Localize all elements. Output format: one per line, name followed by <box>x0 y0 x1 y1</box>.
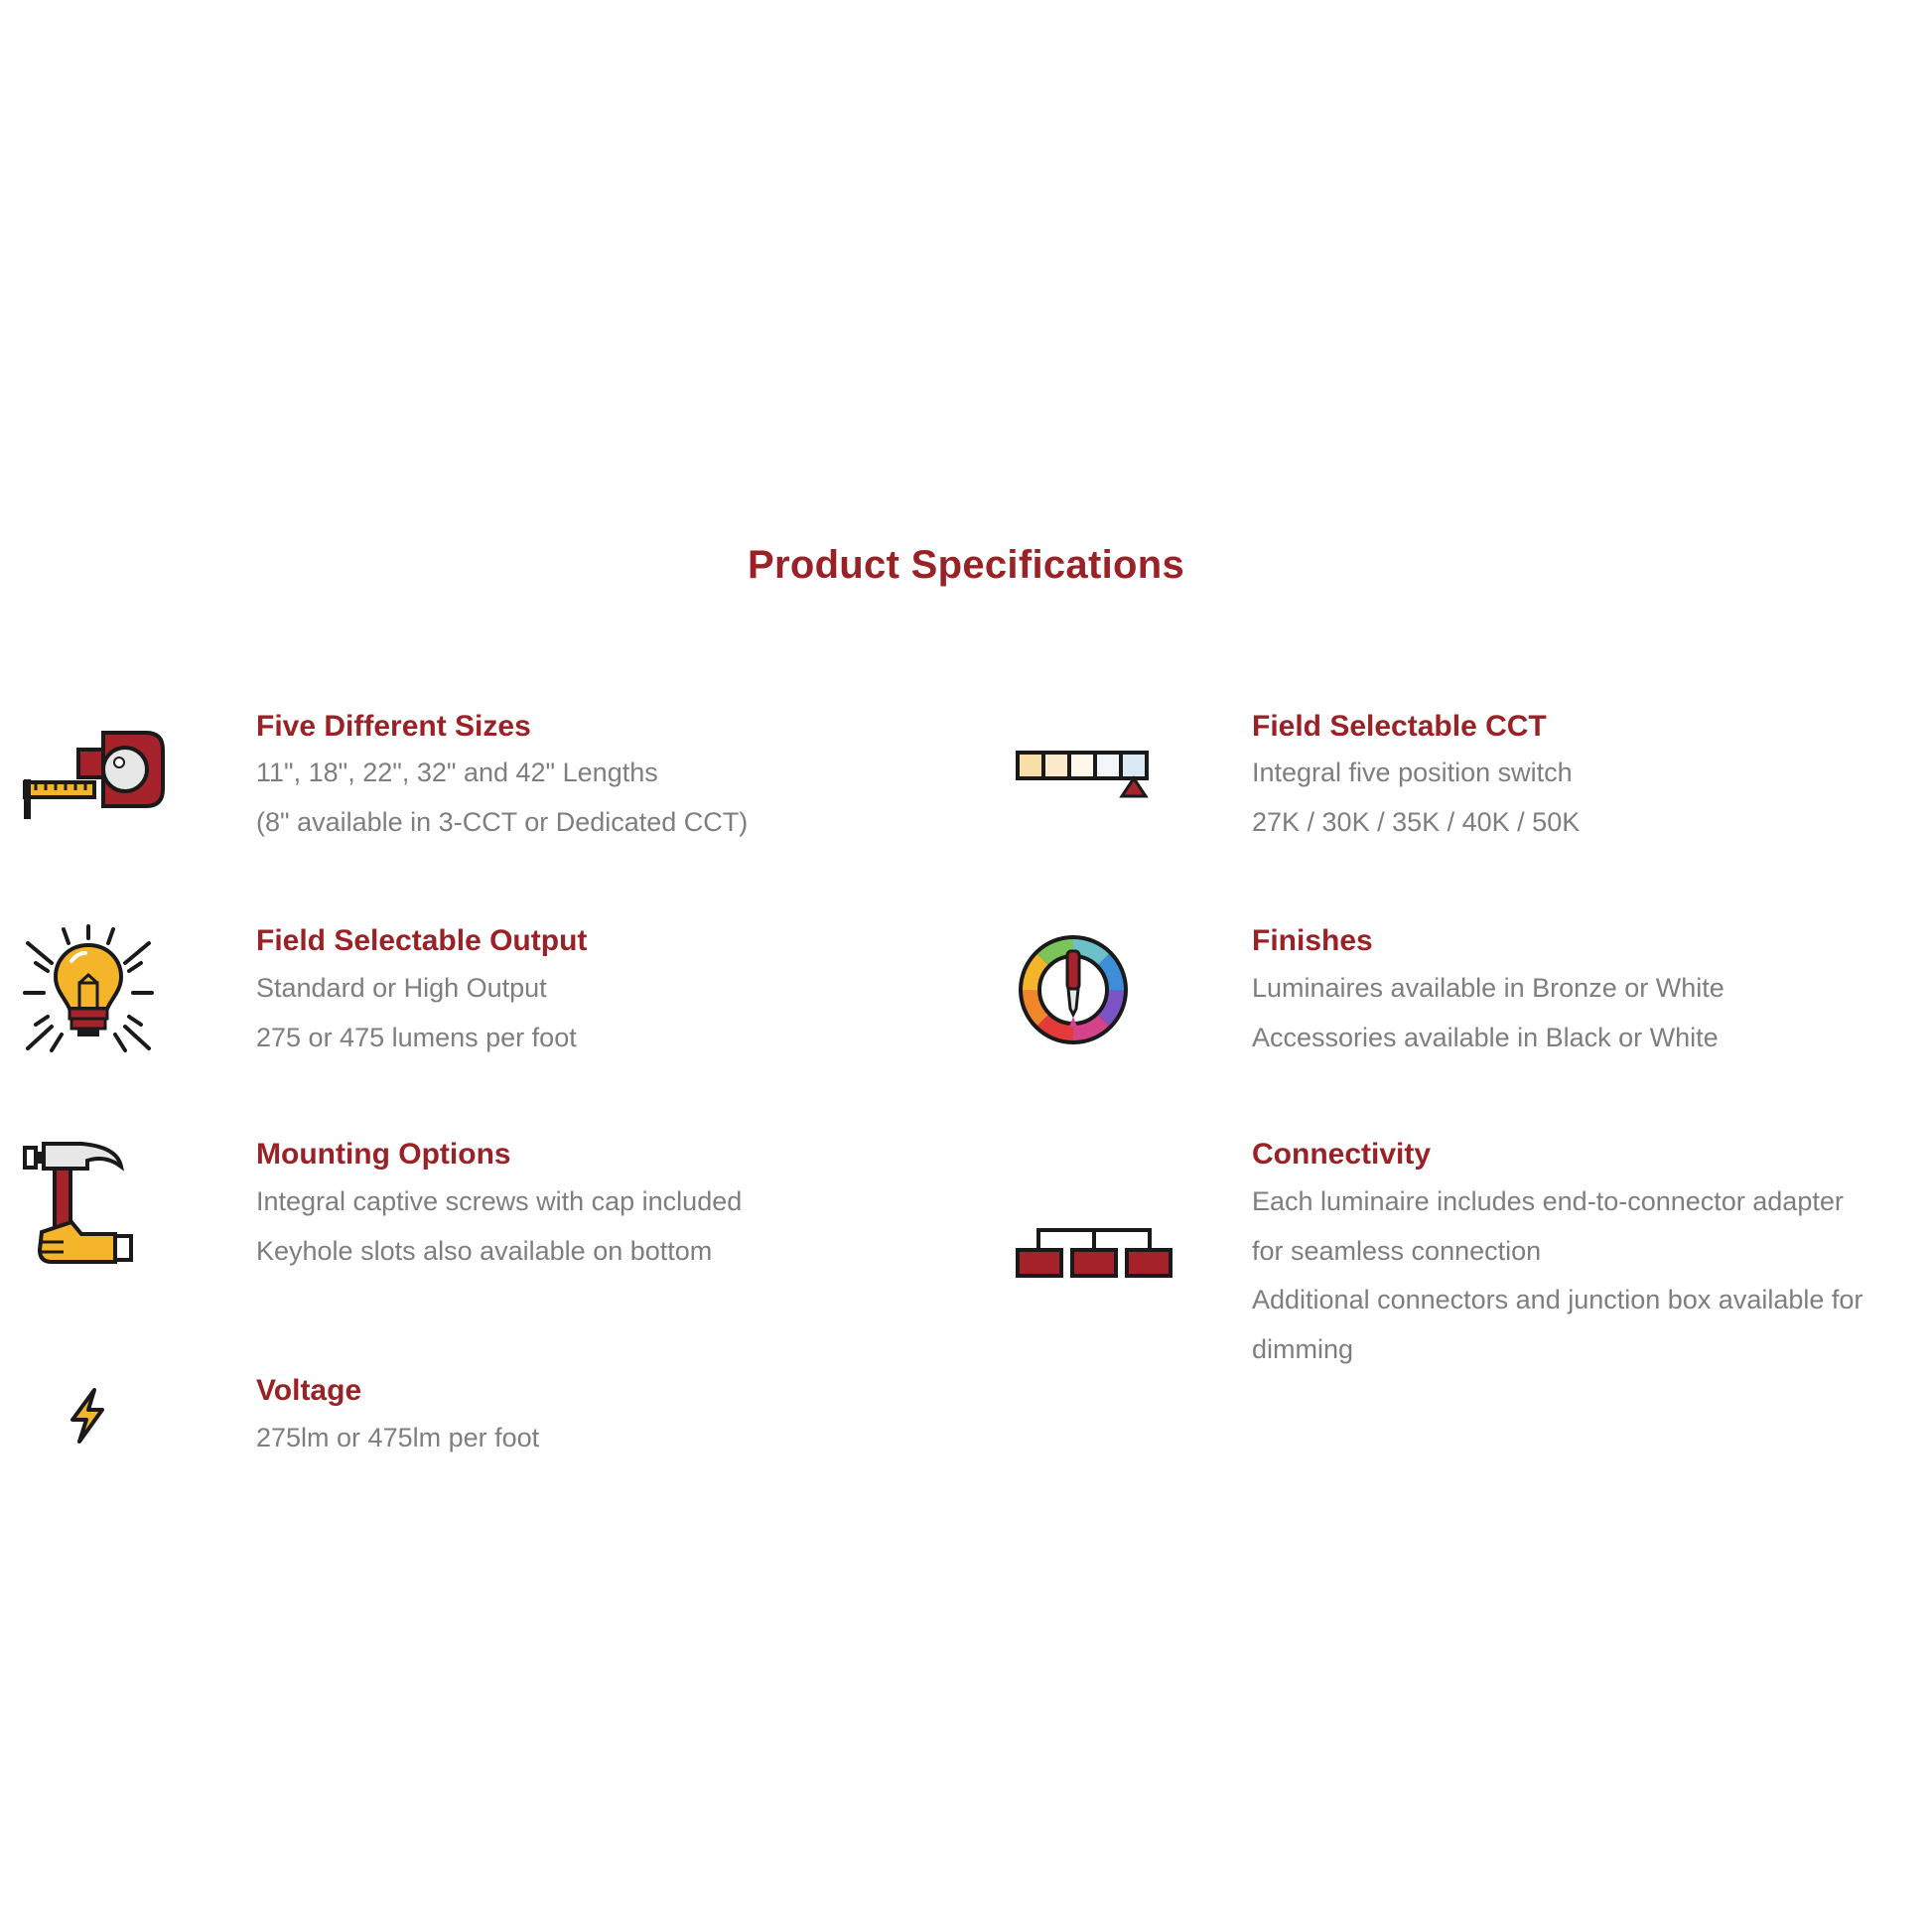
spec-title: Mounting Options <box>256 1138 511 1171</box>
spec-title: Finishes <box>1252 924 1373 957</box>
spec-line: 275lm or 475lm per foot <box>256 1423 540 1452</box>
spec-line: Integral five position switch <box>1252 758 1573 787</box>
spec-description <box>1252 964 1725 1062</box>
page-title: Product Specifications <box>747 543 1185 587</box>
spec-line: 275 or 475 lumens per foot <box>256 1022 577 1052</box>
spec-description <box>1252 749 1580 847</box>
spec-title: Field Selectable Output <box>256 924 588 957</box>
spec-line: Luminaires available in Bronze or White <box>1252 973 1725 1003</box>
spec-description <box>256 1414 539 1463</box>
spec-description <box>1252 1177 1863 1374</box>
spec-line: Integral captive screws with cap included <box>256 1186 743 1216</box>
spec-line: Accessories available in Black or White <box>1252 1022 1719 1052</box>
spec-line: Additional connectors and junction box available for <box>1252 1285 1863 1314</box>
spec-line: Each luminaire includes end-to-connector adapter <box>1252 1186 1844 1216</box>
tape-measure-icon <box>22 730 166 822</box>
spec-line: 27K / 30K / 35K / 40K / 50K <box>1252 806 1581 837</box>
spec-line: Standard or High Output <box>256 973 547 1003</box>
spec-title: Voltage <box>256 1374 362 1407</box>
spec-line: Keyhole slots also available on bottom <box>256 1235 713 1266</box>
spec-title: Five Different Sizes <box>256 710 531 743</box>
spec-line: 11", 18", 22", 32" and 42" Lengths <box>256 758 658 787</box>
light-bulb-icon <box>22 923 155 1056</box>
hammer-icon <box>22 1139 135 1270</box>
lightning-bolt-icon <box>67 1387 108 1445</box>
spec-title: Connectivity <box>1252 1138 1432 1171</box>
spec-line: dimming <box>1252 1333 1354 1364</box>
spec-line: for seamless connection <box>1252 1235 1542 1266</box>
connector-network-icon <box>1015 1226 1173 1282</box>
spec-description <box>256 1177 742 1276</box>
color-wheel-icon <box>1015 931 1132 1048</box>
cct-switch-icon <box>1015 749 1160 800</box>
spec-description <box>256 964 577 1062</box>
spec-description <box>256 749 748 847</box>
spec-line: (8" available in 3-CCT or Dedicated CCT) <box>256 806 749 837</box>
spec-title: Field Selectable CCT <box>1252 710 1547 743</box>
